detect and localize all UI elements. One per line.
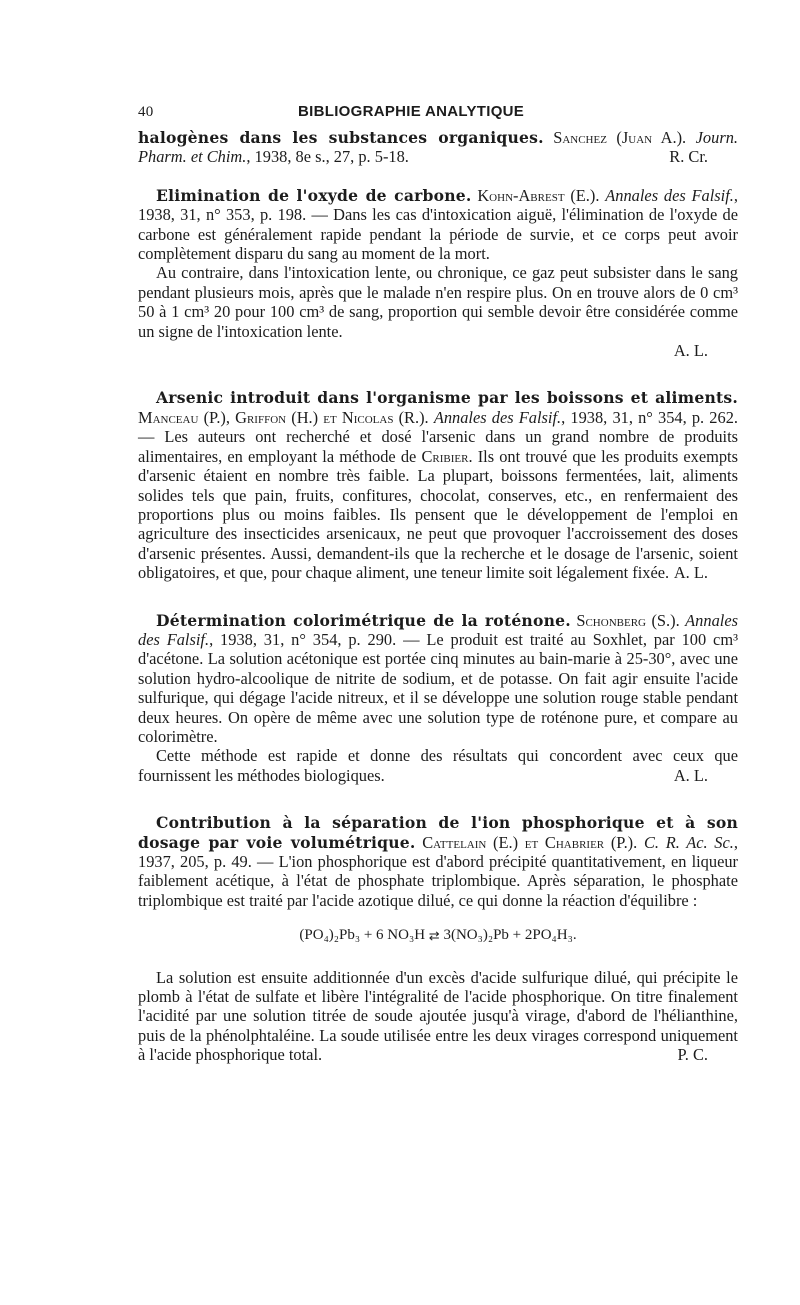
entry-authors: Cattelain (E.) et Chabrier (P.). bbox=[422, 832, 638, 852]
entry-phosphorique bbox=[138, 813, 738, 910]
entry-author: Schonberg (S.). bbox=[576, 610, 680, 630]
entry-oxyde-carbone bbox=[138, 186, 738, 264]
running-header bbox=[138, 102, 738, 128]
entry-authors: Manceau (P.), Griffon (H.) et Nicolas (R.). bbox=[138, 407, 429, 427]
entry-title: Elimination de l'oxyde de carbone. bbox=[156, 185, 472, 205]
entry-reference: , 1938, 31, n° 353, p. 198. bbox=[138, 185, 738, 225]
entry-author: Sanchez (Juan A.). bbox=[553, 128, 687, 147]
entry-paragraph bbox=[138, 968, 738, 1065]
entry-text: . Ils ont trouvé que les produits exempts d'arsenic étaient en nombre très faible. La plupart, boissons fermentées, lait, aliments solides tels que pain, fruits, confitures, chocolat, conserves, etc., en renfermaient des proportions plus ou moins faibles. Ils pensent que le développement de l'emploi en agriculture des insecticides arsenicaux, ne peut que provoquer l'accroissement des doses d'arsenic présentes. Aussi, demandent-ils que la recherche et le dosage de l'arsenic, soient obligatoires, et que, pour chaque aliment, une teneur limite soit légalement fixée. bbox=[138, 446, 738, 583]
entry-signature: R. Cr. bbox=[669, 147, 708, 167]
entry-text: — Le produit est traité au Soxhlet, par 100 cm³ d'acétone. La solution acétonique est portée cinq minutes au bain-marie à 25-30°, avec une solution hydro-alcoolique de nitrite de sodium, et de potasse. On fait agir ensuite l'acide sulfurique, qui dégage l'acide nitreux, et il se développe une solution rouge stable pendant deux heures. On opère de même avec une solution type de roténone pure, et compare au colorimètre. bbox=[138, 629, 738, 746]
entry-reference: , 1937, 205, p. 49. bbox=[138, 832, 738, 871]
entry-reference: , 1938, 31, n° 354, p. 290. bbox=[209, 629, 397, 649]
entry-author: Kohn-Abrest (E.). bbox=[477, 185, 600, 205]
entry-title: Détermination colorimétrique de la roténone. bbox=[156, 610, 571, 630]
entry-title: Contribution à la séparation de l'ion phosphorique et à son dosage par voie volumétrique. bbox=[138, 813, 738, 852]
entry-paragraph bbox=[138, 746, 738, 785]
entry-text: Cette méthode est rapide et donne des résultats qui concordent avec ceux que fournissent les méthodes biologiques. bbox=[138, 746, 738, 785]
entry-signature: A. L. bbox=[673, 341, 708, 361]
running-title: BIBLIOGRAPHIE ANALYTIQUE bbox=[298, 103, 525, 120]
entry-journal: Annales des Falsif. bbox=[605, 185, 734, 205]
entry-signature: A. L. bbox=[673, 765, 708, 785]
entry-journal: C. R. Ac. Sc. bbox=[643, 832, 734, 852]
entry-signature: A. L. bbox=[673, 563, 708, 583]
entry-reference: , 1938, 31, n° 354, p. 262. bbox=[561, 407, 738, 427]
entry-text: — L'ion phosphorique est d'abord précipité quantitativement, en liqueur faiblement acétique, à l'état de phosphate triplombique. Après séparation, le phosphate triplombique est traité par l'acide azotique dilué, ce qui donne la réaction d'équilibre : bbox=[138, 852, 739, 910]
entry-text: — Dans les cas d'intoxication aiguë, l'élimination de l'oxyde de carbone est généralement rapide pendant la période de survie, et ce corps peut avoir complètement disparu du sang au moment de la mort. bbox=[138, 205, 739, 264]
entry-reference: , 1938, 8e s., 27, p. 5-18. bbox=[246, 147, 409, 167]
entry-signature: P. C. bbox=[677, 1045, 708, 1065]
entry-title: halogènes dans les substances organiques. bbox=[138, 128, 544, 147]
equilibrium-arrows: ⇄ bbox=[428, 927, 440, 943]
chemical-equation bbox=[138, 926, 738, 945]
page-number: 40 bbox=[138, 104, 154, 120]
entry-text: — Les auteurs ont recherché et dosé l'arsenic dans un grand nombre de produits alimentaires, en employant la méthode de bbox=[138, 427, 738, 466]
equation-right: 3(NO₃)₂Pb + 2PO₄H₃. bbox=[443, 927, 577, 944]
entry-halogenes bbox=[138, 128, 738, 167]
entry-rotenone bbox=[138, 611, 738, 747]
entry-journal: Journ. Pharm. et Chim. bbox=[138, 128, 738, 167]
entry-journal: Annales des Falsif. bbox=[433, 407, 562, 427]
entry-paragraph: Au contraire, dans l'intoxication lente, ou chronique, ce gaz peut subsister dans le sang pendant plusieurs mois, après que le malade n'en respire plus. On en trouve alors de 0 cm³ 50 à 1 cm³ 20 pour 100 cm³ de sang, proportion qui semble devoir être considérée comme un signe de l'intoxication lente. bbox=[138, 263, 738, 341]
equation-left: (PO₄)₂Pb₃ + 6 NO₃H bbox=[299, 927, 426, 944]
method-name: Cribier bbox=[421, 446, 469, 466]
entry-title: Arsenic introduit dans l'organisme par les boissons et aliments. bbox=[156, 388, 738, 408]
entry-journal: Annales des Falsif. bbox=[138, 610, 738, 649]
entry-arsenic bbox=[138, 388, 738, 582]
entry-text: La solution est ensuite additionnée d'un excès d'acide sulfurique dilué, qui précipite le plomb à l'état de sulfate et libère l'intégralité de l'acide phosphorique. On titre finalement l'acidité par une solution titrée de soude ajoutée jusqu'à virage, d'abord de l'hélianthine, puis de la phénolphtaléine. La soude utilisée entre les deux virages correspond uniquement à l'acide phosphorique total. bbox=[138, 967, 738, 1065]
page bbox=[138, 102, 738, 1065]
